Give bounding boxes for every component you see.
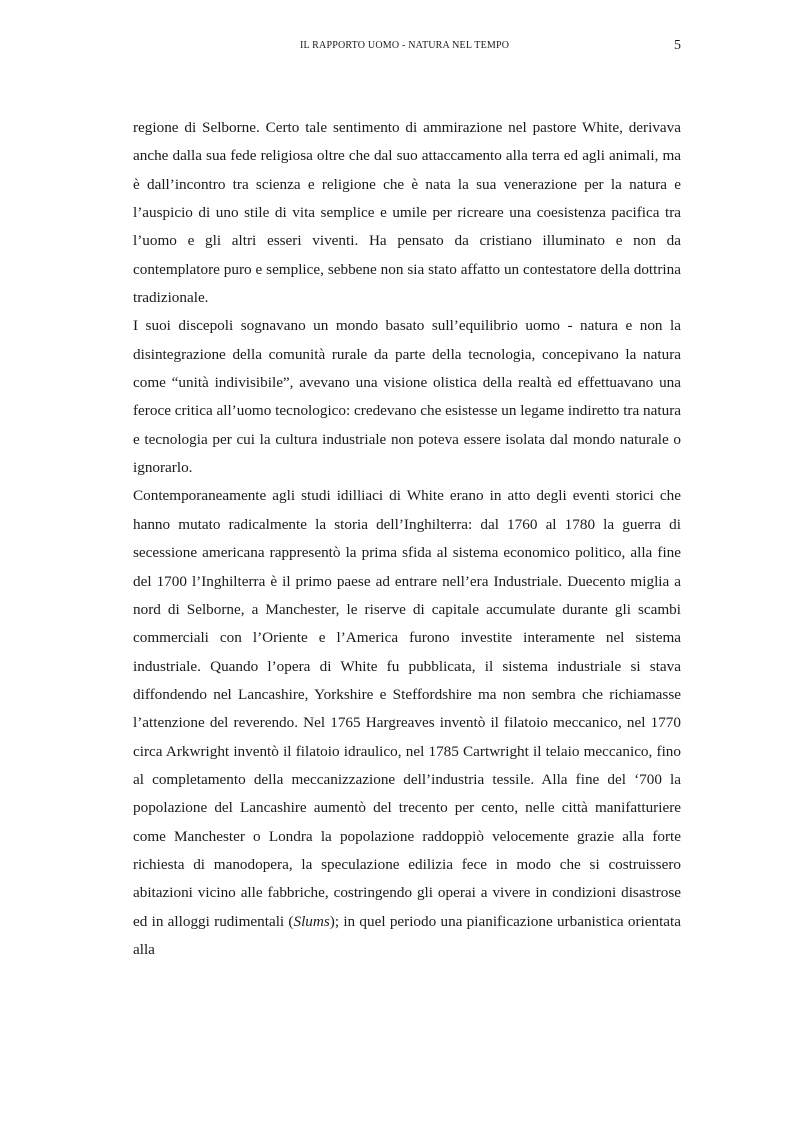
- page-number: 5: [674, 38, 681, 53]
- body-text: [133, 114, 681, 964]
- paragraph-3: [133, 482, 681, 964]
- paragraph-3-text-start: Contemporaneamente agli studi idilliaci di White erano in atto degli eventi storici che hanno mutato radicalmente la storia dell’Inghilterra: dal 1760 al 1780 la guerra di secessione americana rappresentò la prima sfida al sistema economico politico, alla fine del 1700 l’Inghilterra è il primo paese ad entrare nell’era Industriale. Duecento miglia a nord di Selborne, a Manchester, le riserve di capitale accumulate durante gli scambi commerciali con l’Oriente e l’America furono investite interamente nel sistema industriale. Quando l’opera di White fu pubblicata, il sistema industriale si stava diffondendo nel Lancashire, Yorkshire e Steffordshire ma non sembra che richiamasse l’attenzione del reverendo. Nel 1765 Hargreaves inventò il filatoio meccanico, nel 1770 circa Arkwright inventò il filatoio idraulico, nel 1785 Cartwright il telaio meccanico, fino al completamento della meccanizzazione dell’industria tessile. Alla fine del ‘700 la popolazione del Lancashire aumentò del trecento per cento, nelle città manifatturiere come Manchester o Londra la popolazione raddoppiò velocemente grazie alla forte richiesta di manodopera, la speculazione edilizia fece in modo che si costruissero abitazioni vicino alle fabbriche, costringendo gli operai a vivere in condizioni disastrose ed in alloggi rudimentali (: [133, 487, 681, 930]
- paragraph-3-text-end: ); in quel periodo una pianificazione urbanistica orientata alla: [133, 912, 681, 958]
- running-header: [0, 40, 793, 56]
- paragraph-2: I suoi discepoli sognavano un mondo basato sull’equilibrio uomo - natura e non la disintegrazione della comunità rurale da parte della tecnologia, concepivano la natura come “unità indivisibile”, avevano una visione olistica della realtà ed effettuavano una feroce critica all’uomo tecnologico: credevano che esistesse un legame indiretto tra natura e tecnologia per cui la cultura industriale non poteva essere isolata dal mondo naturale o ignorarlo.: [133, 317, 681, 477]
- slums-term: Slums: [293, 912, 330, 930]
- running-title: IL RAPPORTO UOMO - NATURA NEL TEMPO: [300, 40, 510, 51]
- paragraph-1: regione di Selborne. Certo tale sentimento di ammirazione nel pastore White, derivava anche dalla sua fede religiosa oltre che dal suo attaccamento alla terra ed agli animali, ma è dall’incontro tra scienza e religione che è nata la sua venerazione per la natura e l’auspicio di uno stile di vita semplice e umile per ricreare una coesistenza pacifica tra l’uomo e gli altri esseri viventi. Ha pensato da cristiano illuminato e non da contemplatore puro e semplice, sebbene non sia stato affatto un contestatore della dottrina tradizionale.: [133, 119, 681, 307]
